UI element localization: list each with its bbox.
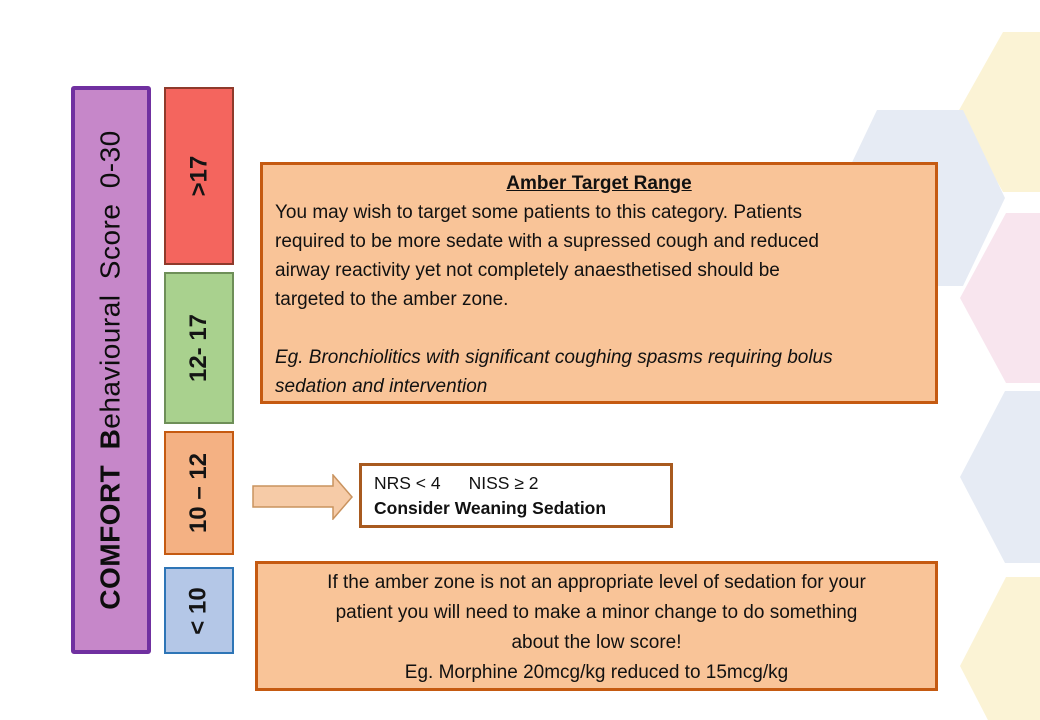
- amber-target-range-box: [260, 162, 938, 404]
- score-range-under-10-label: < 10: [184, 586, 212, 635]
- right-arrow-icon: [252, 474, 354, 520]
- low-score-line: If the amber zone is not an appropriate level of sedation for your: [327, 572, 866, 593]
- score-range-10-12: [164, 431, 234, 555]
- comfort-score-label-rest: ehavioural Score 0-30: [95, 130, 127, 429]
- amber-blank-line: [275, 314, 923, 343]
- score-range-under-10: [164, 567, 234, 654]
- low-score-line: Eg. Morphine 20mcg/kg reduced to 15mcg/kg: [404, 662, 789, 683]
- score-range-10-12-label: 10 – 12: [185, 452, 213, 534]
- low-score-line: patient you will need to make a minor change to do something: [335, 602, 858, 623]
- score-range-12-17: [164, 272, 234, 424]
- low-score-line: about the low score!: [511, 632, 682, 653]
- comfort-score-label: [95, 130, 127, 609]
- hexagon-lower-blue-icon: [960, 391, 1040, 563]
- low-score-advice-box: [255, 561, 938, 691]
- comfort-score-bar: [71, 86, 151, 654]
- amber-body-line: You may wish to target some patients to this category. Patients: [275, 202, 802, 223]
- score-range-12-17-label: 12- 17: [185, 313, 212, 383]
- weaning-criteria-box: [359, 463, 673, 528]
- weaning-action-label: Consider Weaning Sedation: [374, 498, 607, 518]
- comfort-score-label-bold: COMFORT B: [95, 428, 127, 610]
- amber-body-line: required to be more sedate with a supressed cough and reduced: [275, 231, 819, 252]
- score-range-over-17: [164, 87, 234, 265]
- weaning-criteria-line: [374, 471, 658, 496]
- amber-target-range-title: Amber Target Range: [506, 173, 692, 194]
- niss-criterion: NISS ≥ 2: [468, 473, 539, 493]
- amber-body-line: targeted to the amber zone.: [275, 289, 509, 310]
- amber-example-line: sedation and intervention: [275, 376, 488, 397]
- amber-example-line: Eg. Bronchiolitics with significant coughing spasms requiring bolus: [275, 347, 833, 368]
- nrs-criterion: NRS < 4: [374, 473, 441, 493]
- hexagon-bottom-yellow-icon: [960, 577, 1040, 720]
- amber-body-line: airway reactivity yet not completely anaesthetised should be: [275, 260, 780, 281]
- score-range-over-17-label: >17: [185, 155, 212, 197]
